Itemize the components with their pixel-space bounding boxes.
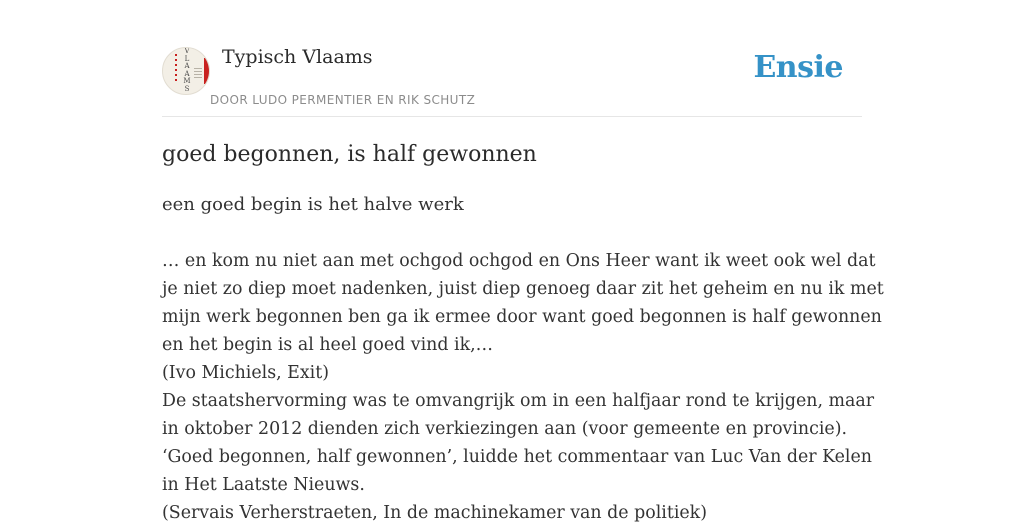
blog-title[interactable]: Typisch Vlaams bbox=[222, 46, 373, 68]
avatar-grey-lines bbox=[194, 68, 202, 80]
avatar-red-edge bbox=[204, 58, 209, 84]
entry-meaning: een goed begin is het halve werk bbox=[162, 194, 464, 215]
entry-body-line: en het begin is al heel goed vind ik,… bbox=[162, 335, 494, 355]
entry-body-line: De staatshervorming was te omvangrijk om in een halfjaar rond te krijgen, maar bbox=[162, 391, 875, 411]
entry-body-line: in Het Laatste Nieuws. bbox=[162, 475, 365, 495]
entry-body-line: (Ivo Michiels, Exit) bbox=[162, 363, 330, 383]
entry-body-line: in oktober 2012 dienden zich verkiezingen aan (voor gemeente en provincie). bbox=[162, 419, 848, 439]
entry-title: goed begonnen, is half gewonnen bbox=[162, 142, 537, 167]
entry-body-line: je niet zo diep moet nadenken, juist diep genoeg daar zit het geheim en nu ik met bbox=[162, 279, 884, 299]
entry-body-line: (Servais Verherstraeten, In de machinekamer van de politiek) bbox=[162, 503, 708, 523]
entry-body-line: ‘Goed begonnen, half gewonnen’, luidde het commentaar van Luc Van der Kelen bbox=[162, 447, 872, 467]
avatar-letters: V L A A M S bbox=[183, 47, 191, 93]
blog-avatar[interactable] bbox=[162, 47, 210, 95]
blog-header bbox=[162, 0, 862, 117]
entry-body bbox=[162, 247, 884, 527]
blog-byline: DOOR LUDO PERMENTIER EN RIK SCHUTZ bbox=[210, 93, 476, 107]
page bbox=[162, 0, 884, 527]
entry-body-line: mijn werk begonnen ben ga ik ermee door want goed begonnen is half gewonnen bbox=[162, 307, 882, 327]
entry-body-line: … en kom nu niet aan met ochgod ochgod en Ons Heer want ik weet ook wel dat bbox=[162, 251, 876, 271]
ensie-logo-link[interactable]: Ensie bbox=[753, 50, 843, 85]
avatar-red-marks bbox=[175, 54, 177, 82]
